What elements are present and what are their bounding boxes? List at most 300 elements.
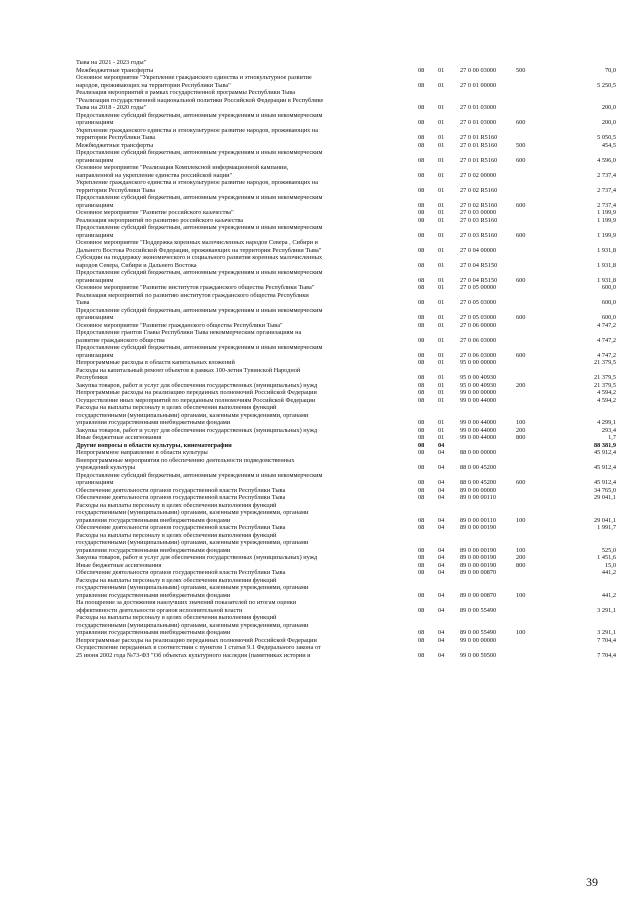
expense-type-code: 800 [516, 561, 526, 569]
section-code: 08 [418, 494, 425, 501]
expense-type-code: 200 [516, 381, 526, 389]
section-code: 08 [418, 284, 425, 291]
amount: 1 931,8 [597, 261, 616, 269]
section-code: 08 [418, 434, 425, 441]
table-row [76, 239, 616, 254]
row-name [76, 577, 418, 600]
section-code: 08 [418, 546, 425, 554]
row-name-line: Основное мероприятие "Развитие институтов гражданского общества Республики Тыва" [76, 284, 315, 291]
subsection-code: 04 [438, 629, 445, 636]
table-row [76, 307, 616, 322]
amount: 600,0 [601, 299, 616, 306]
subsection-code: 04 [438, 546, 445, 554]
row-name-line: На поощрение за достижения наилучших значений показателей по итогам оценки [76, 599, 297, 606]
row-name-line: эффективности деятельности органов исполнительной власти [76, 606, 243, 614]
row-name-line: Закупка товаров, работ и услуг для обеспечения государственных (муниципальных) нужд [76, 426, 318, 434]
section-code: 08 [418, 396, 425, 404]
target-article-code: 27 0 01 03000 [460, 104, 497, 111]
row-name-line: Осуществление иных мероприятий по переданным полномочиям Российской Федерации [76, 396, 316, 404]
expense-type-code: 600 [516, 314, 526, 321]
row-name-line: Предоставление субсидий бюджетным, автономным учреждениям и иным некоммерческим [76, 306, 323, 314]
target-article-code: 89 0 00 00190 [460, 546, 497, 554]
section-code: 08 [418, 351, 425, 359]
target-article-code: 27 0 06 00000 [460, 321, 497, 329]
section-code: 08 [418, 359, 425, 366]
target-article-code: 89 0 00 55490 [460, 606, 497, 614]
amount: 600,0 [601, 314, 616, 321]
subsection-code: 01 [438, 201, 445, 209]
row-name-line: Укрепление гражданского единства и этнокультурное развитие народов, проживающих на [76, 179, 319, 186]
target-article-code: 99 0 00 00000 [460, 636, 497, 644]
row-name [76, 614, 418, 637]
expense-type-code: 200 [516, 426, 526, 434]
subsection-code: 01 [438, 389, 445, 396]
row-name-line: учреждений культуры [76, 464, 136, 471]
row-name-line: организациям [76, 201, 114, 209]
target-article-code: 89 0 00 55490 [460, 629, 497, 636]
table-row [76, 457, 616, 472]
target-article-code: 27 0 02 00000 [460, 171, 497, 179]
subsection-code: 01 [438, 104, 445, 111]
expense-type-code: 800 [516, 434, 526, 441]
row-name-line: управления государственными внебюджетными фондами [76, 516, 231, 524]
amount: 4 594,2 [597, 396, 616, 404]
target-article-code: 89 0 00 00190 [460, 561, 497, 569]
row-name-line: организациям [76, 276, 114, 284]
section-code: 08 [418, 156, 425, 164]
row-name-line: Обеспечение деятельности органов государственной власти Республики Тыва [76, 524, 286, 531]
table-row [76, 494, 616, 502]
target-article-code: 99 0 00 00000 [460, 389, 497, 396]
row-name [76, 599, 418, 614]
subsection-code: 01 [438, 434, 445, 441]
expense-type-code: 100 [516, 629, 526, 636]
amount: 21 379,5 [593, 381, 616, 389]
table-row [76, 554, 616, 562]
row-name [76, 637, 418, 645]
budget-table [76, 59, 616, 659]
table-row [76, 569, 616, 577]
target-article-code: 89 0 00 00870 [460, 569, 497, 576]
expense-type-code: 100 [516, 546, 526, 554]
target-article-code: 27 0 05 00000 [460, 284, 497, 291]
section-code: 08 [418, 186, 425, 194]
subsection-code: 01 [438, 419, 445, 426]
target-article-code: 27 0 00 03000 [460, 66, 497, 74]
amount: 21 379,5 [593, 374, 616, 381]
row-name [76, 524, 418, 532]
row-name-line: Предоставление субсидий бюджетным, автономным учреждениям и иным некоммерческим [76, 224, 323, 231]
row-name [76, 239, 418, 254]
section-code: 08 [418, 426, 425, 434]
subsection-code: 04 [438, 516, 445, 524]
section-code: 08 [418, 209, 425, 216]
row-name [76, 179, 418, 194]
row-name [76, 112, 418, 127]
row-name [76, 359, 418, 367]
target-article-code: 27 0 01 03000 [460, 119, 497, 126]
table-row [76, 427, 616, 435]
row-name [76, 449, 418, 457]
amount: 1 931,8 [597, 276, 616, 284]
section-code: 08 [418, 441, 425, 449]
row-name-line: Тыва на 2021 - 2023 годы" [76, 59, 147, 66]
amount: 7 704,4 [597, 651, 616, 659]
row-name [76, 532, 418, 555]
amount: 3 291,1 [597, 629, 616, 636]
row-name-line: Расходы на выплаты персоналу в целях обеспечения выполнения функций [76, 576, 277, 584]
table-row [76, 397, 616, 405]
row-name-line: организациям [76, 119, 114, 126]
row-name [76, 74, 418, 89]
section-code: 08 [418, 261, 425, 269]
row-name [76, 322, 418, 330]
table-row [76, 382, 616, 390]
expense-type-code: 600 [516, 119, 526, 126]
row-name-line: государственными (муниципальными) органами, казенными учреждениями, органами [76, 584, 309, 591]
target-article-code: 88 0 00 45200 [460, 464, 497, 471]
amount: 200,0 [601, 119, 616, 126]
target-article-code: 27 0 04 R5150 [460, 276, 498, 284]
section-code: 08 [418, 419, 425, 426]
table-row [76, 562, 616, 570]
table-row [76, 322, 616, 330]
expense-type-code: 600 [516, 479, 526, 486]
table-row [76, 434, 616, 442]
subsection-code: 04 [438, 479, 445, 486]
row-name-line: Предоставление субсидий бюджетным, автономным учреждениям и иным некоммерческим [76, 111, 323, 119]
amount: 525,0 [601, 546, 616, 554]
row-name-line: управления государственными внебюджетными фондами [76, 629, 231, 636]
section-code: 08 [418, 569, 425, 576]
row-name [76, 329, 418, 344]
table-row [76, 577, 616, 600]
amount: 15,0 [604, 561, 616, 569]
expense-type-code: 100 [516, 516, 526, 524]
target-article-code: 27 0 05 03000 [460, 299, 497, 306]
section-code: 08 [418, 591, 425, 599]
amount: 45 912,4 [593, 449, 616, 456]
row-name-line: территории Республики Тыва [76, 186, 156, 194]
row-name-line: Непрограммное направление в области культуры [76, 449, 208, 456]
section-code: 08 [418, 561, 425, 569]
row-name-line: управления государственными внебюджетными фондами [76, 546, 231, 554]
row-name [76, 224, 418, 239]
amount: 200,0 [601, 104, 616, 111]
table-row [76, 89, 616, 112]
row-name [76, 194, 418, 209]
row-name-line: Осуществление переданных в соответствии с пунктом 1 статьи 9.1 Федерального закона от [76, 644, 321, 651]
amount: 4 747,2 [597, 336, 616, 344]
target-article-code: 27 0 06 03000 [460, 351, 497, 359]
section-code: 08 [418, 516, 425, 524]
target-article-code: 99 0 00 59500 [460, 651, 497, 659]
row-name-line: организациям [76, 479, 114, 486]
amount: 1 451,6 [597, 554, 616, 561]
section-code: 08 [418, 374, 425, 381]
row-name-line: государственными (муниципальными) органами, казенными учреждениями, органами [76, 411, 309, 419]
row-name-line: Предоставление субсидий бюджетным, автономным учреждениям и иным некоммерческим [76, 194, 323, 201]
row-name-line: государственными (муниципальными) органами, казенными учреждениями, органами [76, 621, 309, 629]
row-name-line: Расходы на выплаты персоналу в целях обеспечения выполнения функций [76, 501, 277, 509]
amount: 4 596,0 [597, 156, 616, 164]
row-name-line: Закупка товаров, работ и услуг для обеспечения государственных (муниципальных) нужд [76, 554, 318, 561]
subsection-code: 04 [438, 441, 445, 449]
amount: 5 250,5 [597, 81, 616, 89]
row-name [76, 127, 418, 142]
row-name-line: организациям [76, 351, 114, 359]
table-row [76, 164, 616, 179]
row-name-line: Закупка товаров, работ и услуг для обеспечения государственных (муниципальных) нужд [76, 381, 318, 389]
target-article-code: 27 0 01 00000 [460, 81, 497, 89]
row-name-line: Предоставление субсидий бюджетным, автономным учреждениям и иным некоммерческим [76, 471, 323, 479]
section-code: 08 [418, 321, 425, 329]
amount: 70,0 [604, 66, 616, 74]
section-code: 08 [418, 486, 425, 494]
row-name-line: народов Севера, Сибири и Дальнего Востока [76, 261, 197, 269]
row-name-line: Предоставление субсидий бюджетным, автономным учреждениям и иным некоммерческим [76, 269, 323, 276]
subsection-code: 04 [438, 449, 445, 456]
subsection-code: 01 [438, 134, 445, 141]
row-name-line: Тыва [76, 299, 90, 306]
table-row [76, 254, 616, 269]
row-name-line: территории Республики Тыва [76, 134, 156, 141]
target-article-code: 27 0 01 R5160 [460, 134, 498, 141]
subsection-code: 04 [438, 494, 445, 501]
section-code: 08 [418, 449, 425, 456]
section-code: 08 [418, 629, 425, 636]
amount: 45 912,4 [593, 479, 616, 486]
row-name-line: Внепрограммные мероприятия по обеспечению деятельности подведомственных [76, 456, 295, 464]
target-article-code: 27 0 03 R5160 [460, 216, 498, 224]
table-row [76, 179, 616, 194]
row-name-line: Реализация мероприятий по развитию институтов гражданского общества Республики [76, 291, 309, 299]
row-name-line: Основное мероприятие "Развитие гражданского общества Республики Тыва" [76, 321, 283, 329]
row-name-line: Непрограммные расходы на реализацию переданных полномочий Российской Федерации [76, 636, 317, 644]
row-name [76, 307, 418, 322]
subsection-code: 01 [438, 231, 445, 239]
amount: 2 737,4 [597, 201, 616, 209]
amount: 2 737,4 [597, 186, 616, 194]
subsection-code: 01 [438, 171, 445, 179]
amount: 441,2 [601, 591, 616, 599]
table-row [76, 344, 616, 359]
subsection-code: 01 [438, 374, 445, 381]
row-name-line: Иные бюджетные ассигнования [76, 561, 162, 569]
subsection-code: 01 [438, 359, 445, 366]
section-code: 08 [418, 141, 425, 149]
target-article-code: 89 0 00 00000 [460, 486, 497, 494]
subsection-code: 04 [438, 464, 445, 471]
row-name-line: организациям [76, 314, 114, 321]
row-name [76, 569, 418, 577]
expense-type-code: 600 [516, 201, 526, 209]
row-name [76, 487, 418, 495]
row-name-line: государственными (муниципальными) органами, казенными учреждениями, органами [76, 509, 309, 516]
row-name-line: Расходы на выплаты персоналу в целях обеспечения выполнения функций [76, 404, 277, 411]
table-row [76, 389, 616, 397]
section-code: 08 [418, 651, 425, 659]
row-name [76, 554, 418, 562]
section-code: 08 [418, 171, 425, 179]
subsection-code: 01 [438, 321, 445, 329]
target-article-code: 27 0 01 R5160 [460, 141, 498, 149]
section-code: 08 [418, 554, 425, 561]
row-name-line: государственными (муниципальными) органами, казенными учреждениями, органами [76, 539, 309, 546]
section-code: 08 [418, 336, 425, 344]
amount: 29 041,1 [593, 516, 616, 524]
amount: 4 747,2 [597, 321, 616, 329]
row-name-line: Дальнего Востока Российской Федерации, проживающих на территории Республики Тыва" [76, 246, 322, 254]
subsection-code: 04 [438, 636, 445, 644]
row-name-line: Обеспечение деятельности органов государственной власти Республики Тыва [76, 486, 286, 494]
expense-type-code: 600 [516, 276, 526, 284]
subsection-code: 01 [438, 209, 445, 216]
subsection-code: 04 [438, 561, 445, 569]
subsection-code: 04 [438, 651, 445, 659]
table-row [76, 194, 616, 209]
row-name-line: развитие гражданского общества [76, 336, 165, 344]
table-row [76, 532, 616, 555]
target-article-code: 95 0 00 00000 [460, 359, 497, 366]
expense-type-code: 100 [516, 419, 526, 426]
row-name-line: Республики [76, 374, 108, 381]
section-code: 08 [418, 276, 425, 284]
row-name-line: Основное мероприятие "Реализация Комплексной информационной кампании, [76, 164, 289, 171]
subsection-code: 01 [438, 336, 445, 344]
amount: 1 199,9 [597, 209, 616, 216]
section-code: 08 [418, 381, 425, 389]
section-code: 08 [418, 479, 425, 486]
row-name-line: Иные бюджетные ассигнования [76, 434, 162, 441]
table-row [76, 367, 616, 382]
target-article-code: 95 0 00 40930 [460, 381, 497, 389]
subsection-code: 01 [438, 284, 445, 291]
row-name [76, 472, 418, 487]
row-name-line: Расходы на выплаты персоналу в целях обеспечения выполнения функций [76, 614, 277, 621]
table-row [76, 404, 616, 427]
row-name-line: Реализация мероприятий в рамках государственной программы Республики Тыва [76, 89, 296, 96]
table-row [76, 209, 616, 217]
table-row [76, 472, 616, 487]
row-name [76, 562, 418, 570]
target-article-code: 89 0 00 00190 [460, 524, 497, 531]
row-name [76, 292, 418, 307]
expense-type-code: 600 [516, 351, 526, 359]
target-article-code: 99 0 00 44000 [460, 434, 497, 441]
row-name-line: Субсидии на поддержку экономического и социального развития коренных малочисленных [76, 254, 323, 261]
row-name [76, 389, 418, 397]
row-name [76, 367, 418, 382]
target-article-code: 89 0 00 00190 [460, 554, 497, 561]
row-name-line: Основное мероприятие "Поддержка коренных малочисленных народов Севера , Сибири и [76, 239, 318, 246]
row-name [76, 457, 418, 472]
row-name-line: Тыва на 2018 - 2020 годы" [76, 104, 147, 111]
subsection-code: 01 [438, 351, 445, 359]
amount: 1 931,8 [597, 246, 616, 254]
section-code: 08 [418, 606, 425, 614]
row-name-line: Межбюджетные трансферты [76, 141, 154, 149]
expense-type-code: 500 [516, 141, 526, 149]
target-article-code: 27 0 04 00000 [460, 246, 497, 254]
target-article-code: 27 0 06 03000 [460, 336, 497, 344]
table-row [76, 329, 616, 344]
target-article-code: 89 0 00 00110 [460, 516, 496, 524]
table-row [76, 284, 616, 292]
target-article-code: 88 0 00 00000 [460, 449, 497, 456]
row-name-line: Обеспечение деятельности органов государственной власти Республики Тыва [76, 569, 286, 576]
target-article-code: 27 0 01 R5160 [460, 156, 498, 164]
amount: 7 704,4 [597, 636, 616, 644]
target-article-code: 27 0 02 R5160 [460, 201, 498, 209]
subsection-code: 01 [438, 216, 445, 224]
subsection-code: 01 [438, 119, 445, 126]
table-row [76, 59, 616, 67]
subsection-code: 01 [438, 66, 445, 74]
subsection-code: 01 [438, 396, 445, 404]
row-name [76, 142, 418, 150]
expense-type-code: 500 [516, 66, 526, 74]
row-name [76, 344, 418, 359]
row-name [76, 269, 418, 284]
table-row [76, 112, 616, 127]
amount: 29 041,1 [593, 494, 616, 501]
amount: 5 050,5 [597, 134, 616, 141]
row-name [76, 644, 418, 659]
row-name-line: Основное мероприятие "Развитие российского казачества" [76, 209, 234, 216]
table-row [76, 502, 616, 525]
amount: 454,5 [601, 141, 616, 149]
section-code: 08 [418, 299, 425, 306]
row-name-line: Реализация мероприятий по развитию российского казачества [76, 216, 244, 224]
expense-type-code: 600 [516, 231, 526, 239]
table-row [76, 269, 616, 284]
subsection-code: 04 [438, 591, 445, 599]
subsection-code: 01 [438, 314, 445, 321]
target-article-code: 88 0 00 45200 [460, 479, 497, 486]
subsection-code: 01 [438, 141, 445, 149]
table-row [76, 74, 616, 89]
section-code: 08 [418, 231, 425, 239]
row-name-line: управления государственными внебюджетными фондами [76, 419, 231, 426]
row-name [76, 427, 418, 435]
amount: 1 199,9 [597, 231, 616, 239]
subsection-code: 01 [438, 276, 445, 284]
row-name [76, 149, 418, 164]
row-name [76, 209, 418, 217]
row-name [76, 254, 418, 269]
row-name [76, 382, 418, 390]
expense-type-code: 200 [516, 554, 526, 561]
target-article-code: 89 0 00 00870 [460, 591, 497, 599]
table-row [76, 127, 616, 142]
section-code: 08 [418, 524, 425, 531]
row-name-line: направленной на укрепление единства российской нации" [76, 171, 233, 179]
row-name [76, 89, 418, 112]
section-code: 08 [418, 81, 425, 89]
amount: 1 991,7 [597, 524, 616, 531]
row-name-line: Межбюджетные трансферты [76, 66, 154, 74]
row-name-line: Предоставление грантов Главы Республики Тыва некоммерческим организациям на [76, 329, 302, 336]
table-row [76, 599, 616, 614]
amount: 4 299,1 [597, 419, 616, 426]
amount: 45 912,4 [593, 464, 616, 471]
target-article-code: 27 0 03 00000 [460, 209, 497, 216]
table-row [76, 614, 616, 637]
table-row [76, 217, 616, 225]
subsection-code: 04 [438, 606, 445, 614]
subsection-code: 01 [438, 246, 445, 254]
